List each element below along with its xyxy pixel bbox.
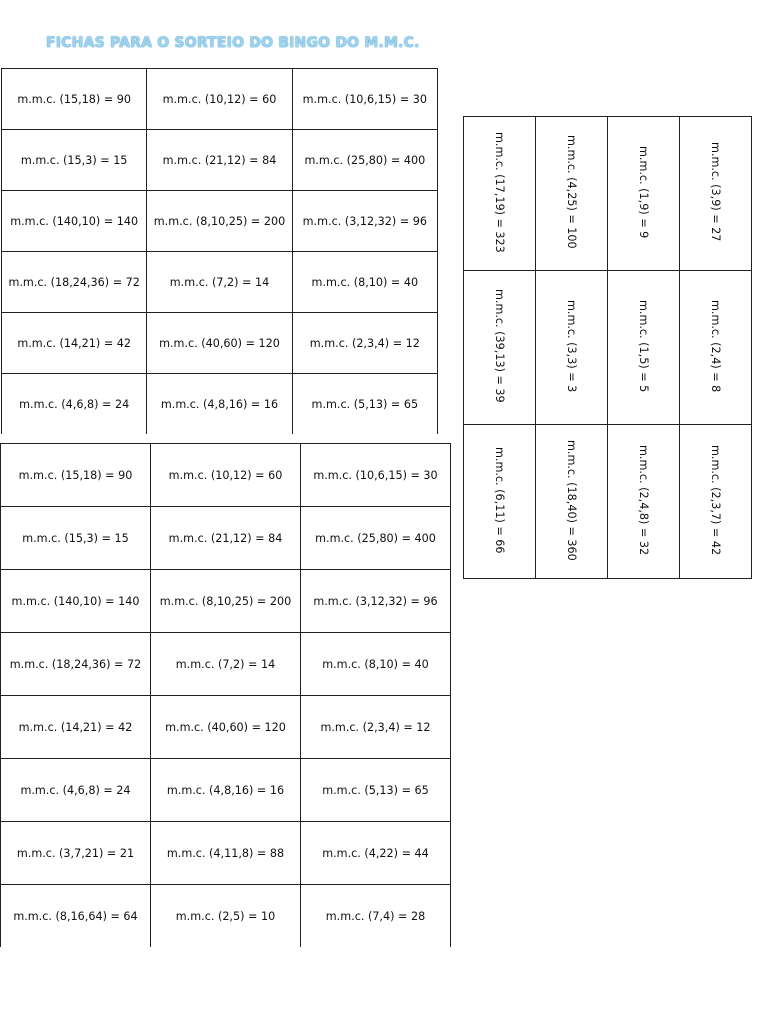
bingo-card: m.m.c. (39,13) = 39 xyxy=(493,289,506,403)
table-row xyxy=(1,444,451,507)
table-row xyxy=(1,885,451,948)
table-row xyxy=(464,425,752,579)
table-row xyxy=(1,633,451,696)
bingo-card: m.m.c. (8,10,25) = 200 xyxy=(151,570,301,633)
bingo-card-cell xyxy=(680,271,752,425)
bingo-card: m.m.c. (40,60) = 120 xyxy=(147,313,292,374)
bingo-card: m.m.c. (6,11) = 66 xyxy=(493,446,506,554)
bingo-card: m.m.c. (5,13) = 65 xyxy=(292,374,437,435)
top-card-table-body xyxy=(2,69,438,435)
bingo-card: m.m.c. (3,12,32) = 96 xyxy=(292,191,437,252)
bingo-card: m.m.c. (2,4) = 8 xyxy=(709,299,722,393)
bingo-card: m.m.c. (15,18) = 90 xyxy=(2,69,147,130)
table-row xyxy=(1,759,451,822)
bingo-card: m.m.c. (15,3) = 15 xyxy=(1,507,151,570)
bingo-card: m.m.c. (8,10) = 40 xyxy=(292,252,437,313)
table-row xyxy=(1,822,451,885)
bingo-card-cell xyxy=(608,271,680,425)
table-row xyxy=(2,252,438,313)
bingo-card: m.m.c. (3,3) = 3 xyxy=(565,299,578,393)
bingo-card: m.m.c. (4,22) = 44 xyxy=(301,822,451,885)
rotated-card-table xyxy=(463,116,752,579)
table-row xyxy=(2,69,438,130)
bingo-card: m.m.c. (4,6,8) = 24 xyxy=(1,759,151,822)
table-row xyxy=(1,696,451,759)
bingo-card: m.m.c. (4,8,16) = 16 xyxy=(151,759,301,822)
bingo-card: m.m.c. (2,3,4) = 12 xyxy=(301,696,451,759)
bingo-card: m.m.c. (14,21) = 42 xyxy=(1,696,151,759)
bingo-card-cell xyxy=(464,425,536,579)
page-title: FICHAS PARA O SORTEIO DO BINGO DO M.M.C. xyxy=(46,35,420,51)
bingo-card: m.m.c. (25,80) = 400 xyxy=(292,130,437,191)
bingo-card-cell xyxy=(536,271,608,425)
bingo-card: m.m.c. (21,12) = 84 xyxy=(147,130,292,191)
table-row xyxy=(1,507,451,570)
top-card-table xyxy=(1,68,438,434)
bingo-card: m.m.c. (4,25) = 100 xyxy=(565,135,578,249)
bingo-card-cell xyxy=(680,117,752,271)
bingo-card-cell xyxy=(608,117,680,271)
bingo-card: m.m.c. (3,7,21) = 21 xyxy=(1,822,151,885)
bingo-card: m.m.c. (18,24,36) = 72 xyxy=(1,633,151,696)
bingo-card: m.m.c. (8,16,64) = 64 xyxy=(1,885,151,948)
rotated-card-table-body xyxy=(464,117,752,579)
bingo-card: m.m.c. (4,11,8) = 88 xyxy=(151,822,301,885)
bingo-card-cell xyxy=(608,425,680,579)
bingo-card: m.m.c. (40,60) = 120 xyxy=(151,696,301,759)
bingo-card: m.m.c. (8,10,25) = 200 xyxy=(147,191,292,252)
bingo-card: m.m.c. (7,4) = 28 xyxy=(301,885,451,948)
table-row xyxy=(2,130,438,191)
bingo-card: m.m.c. (18,24,36) = 72 xyxy=(2,252,147,313)
bingo-card: m.m.c. (1,5) = 5 xyxy=(637,299,650,393)
bingo-card: m.m.c. (15,18) = 90 xyxy=(1,444,151,507)
bingo-card: m.m.c. (5,13) = 65 xyxy=(301,759,451,822)
table-row xyxy=(2,191,438,252)
table-row xyxy=(464,117,752,271)
table-row xyxy=(2,374,438,435)
bingo-card-cell xyxy=(680,425,752,579)
bingo-card: m.m.c. (4,8,16) = 16 xyxy=(147,374,292,435)
table-row xyxy=(1,570,451,633)
bingo-card-cell xyxy=(536,117,608,271)
bingo-card: m.m.c. (10,6,15) = 30 xyxy=(301,444,451,507)
bottom-card-table-body xyxy=(1,444,451,948)
bingo-card: m.m.c. (2,3,7) = 42 xyxy=(709,444,722,556)
bingo-card: m.m.c. (17,19) = 323 xyxy=(493,131,506,253)
bingo-card: m.m.c. (140,10) = 140 xyxy=(2,191,147,252)
bingo-card: m.m.c. (21,12) = 84 xyxy=(151,507,301,570)
table-row xyxy=(2,313,438,374)
bingo-card: m.m.c. (1,9) = 9 xyxy=(637,145,650,239)
bingo-card: m.m.c. (3,12,32) = 96 xyxy=(301,570,451,633)
bingo-card: m.m.c. (14,21) = 42 xyxy=(2,313,147,374)
bingo-card: m.m.c. (2,5) = 10 xyxy=(151,885,301,948)
bingo-card: m.m.c. (10,6,15) = 30 xyxy=(292,69,437,130)
bingo-card: m.m.c. (7,2) = 14 xyxy=(151,633,301,696)
bingo-card-cell xyxy=(536,425,608,579)
bottom-card-table xyxy=(0,443,451,947)
bingo-card: m.m.c. (25,80) = 400 xyxy=(301,507,451,570)
bingo-card: m.m.c. (10,12) = 60 xyxy=(147,69,292,130)
bingo-card: m.m.c. (7,2) = 14 xyxy=(147,252,292,313)
bingo-card: m.m.c. (18,40) = 360 xyxy=(565,439,578,561)
bingo-card: m.m.c. (2,3,4) = 12 xyxy=(292,313,437,374)
bingo-card: m.m.c. (2,4,8) = 32 xyxy=(637,444,650,556)
bingo-card-cell xyxy=(464,117,536,271)
table-row xyxy=(464,271,752,425)
bingo-card: m.m.c. (15,3) = 15 xyxy=(2,130,147,191)
bingo-card: m.m.c. (140,10) = 140 xyxy=(1,570,151,633)
bingo-card: m.m.c. (4,6,8) = 24 xyxy=(2,374,147,435)
bingo-card: m.m.c. (10,12) = 60 xyxy=(151,444,301,507)
bingo-card: m.m.c. (8,10) = 40 xyxy=(301,633,451,696)
bingo-card: m.m.c. (3,9) = 27 xyxy=(709,142,722,242)
bingo-card-cell xyxy=(464,271,536,425)
